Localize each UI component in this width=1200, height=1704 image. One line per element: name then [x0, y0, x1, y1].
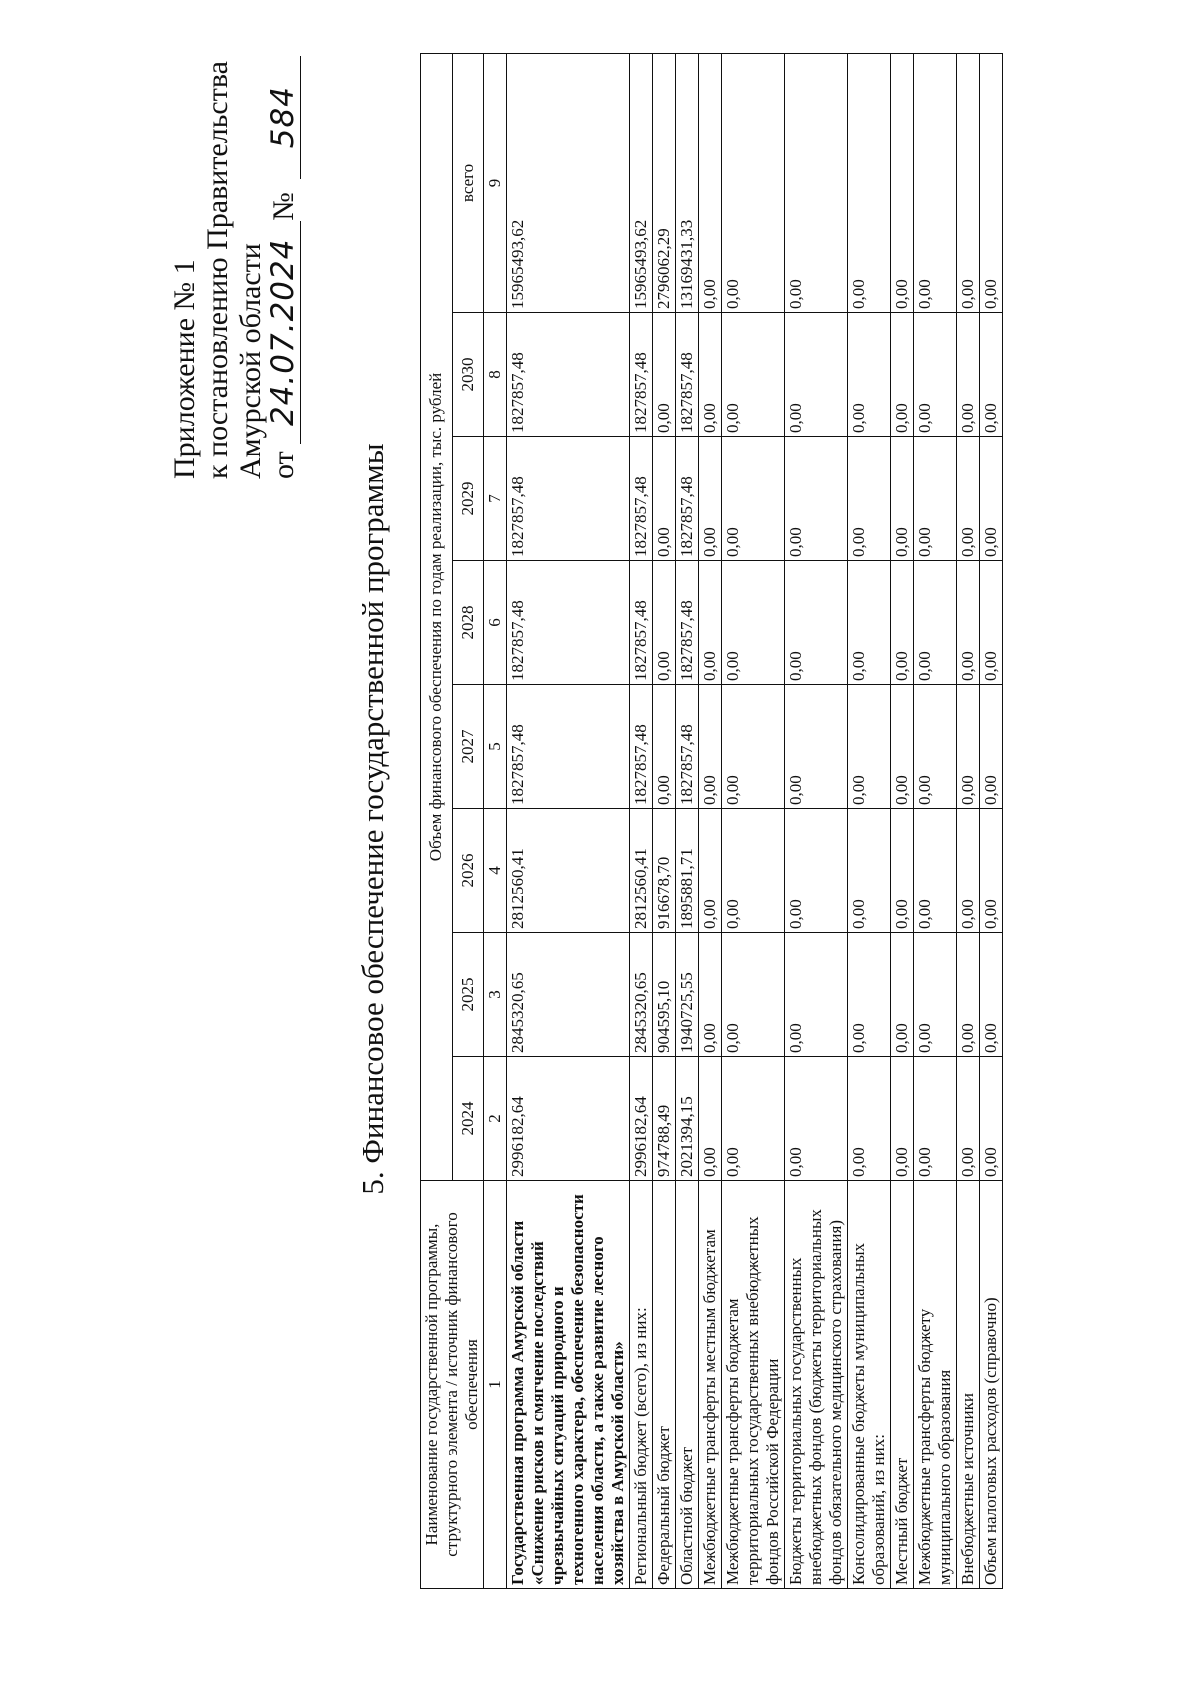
table-row — [722, 53, 785, 1588]
value-cell: 0,00 — [957, 809, 980, 933]
value-cell: 0,00 — [722, 933, 785, 1057]
value-cell: 0,00 — [848, 53, 891, 312]
value-cell: 0,00 — [699, 685, 722, 809]
table-row — [891, 53, 914, 1588]
value-cell: 0,00 — [980, 933, 1003, 1057]
table-row — [699, 53, 722, 1588]
value-cell: 0,00 — [914, 1057, 957, 1181]
value-cell: 0,00 — [980, 809, 1003, 933]
value-cell: 1827857,48 — [630, 313, 653, 437]
handwritten-number: 584 — [267, 56, 301, 179]
table-row — [630, 53, 653, 1588]
column-number: 7 — [484, 437, 507, 561]
table-row — [914, 53, 957, 1588]
value-cell: 0,00 — [653, 685, 676, 809]
financing-table — [420, 53, 1003, 1589]
value-cell: 1940725,55 — [676, 933, 699, 1057]
value-cell: 0,00 — [891, 809, 914, 933]
table-row — [957, 53, 980, 1588]
value-cell: 0,00 — [980, 437, 1003, 561]
value-cell: 0,00 — [891, 933, 914, 1057]
value-cell: 0,00 — [891, 437, 914, 561]
row-name-cell: Межбюджетные трансферты бюджетам территориальных государственных внебюджетных фондов Российской Федерации — [722, 1181, 785, 1589]
from-label: от — [267, 451, 300, 479]
value-cell: 0,00 — [891, 1057, 914, 1181]
column-number: 4 — [484, 809, 507, 933]
value-cell: 0,00 — [785, 53, 848, 312]
value-cell: 2796062,29 — [653, 53, 676, 312]
value-cell: 0,00 — [653, 561, 676, 685]
value-cell: 0,00 — [957, 313, 980, 437]
value-cell: 0,00 — [653, 313, 676, 437]
value-cell: 0,00 — [699, 933, 722, 1057]
value-cell: 0,00 — [980, 53, 1003, 312]
year-header: 2026 — [452, 809, 484, 933]
volume-header: Объем финансового обеспечения по годам реализации, тыс. рублей — [421, 53, 453, 1180]
column-number: 6 — [484, 561, 507, 685]
value-cell: 2996182,64 — [507, 1057, 630, 1181]
row-name-cell: Областной бюджет — [676, 1181, 699, 1589]
value-cell: 0,00 — [848, 1057, 891, 1181]
value-cell: 2845320,65 — [507, 933, 630, 1057]
row-name-cell: Межбюджетные трансферты местным бюджетам — [699, 1181, 722, 1589]
column-number: 1 — [484, 1181, 507, 1589]
value-cell: 0,00 — [653, 437, 676, 561]
value-cell: 1827857,48 — [676, 685, 699, 809]
year-header: 2027 — [452, 685, 484, 809]
value-cell: 0,00 — [980, 313, 1003, 437]
value-cell: 0,00 — [848, 933, 891, 1057]
value-cell: 1827857,48 — [676, 313, 699, 437]
value-cell: 0,00 — [785, 809, 848, 933]
value-cell: 0,00 — [980, 561, 1003, 685]
value-cell: 974788,49 — [653, 1057, 676, 1181]
value-cell: 0,00 — [785, 437, 848, 561]
column-number: 8 — [484, 313, 507, 437]
row-name-cell: Внебюджетные источники — [957, 1181, 980, 1589]
value-cell: 0,00 — [699, 313, 722, 437]
value-cell: 0,00 — [914, 313, 957, 437]
value-cell: 0,00 — [957, 561, 980, 685]
value-cell: 15965493,62 — [507, 53, 630, 312]
section-title: 5. Финансовое обеспечение государственной программы — [355, 443, 390, 1195]
table-row — [676, 53, 699, 1588]
year-header: 2030 — [452, 313, 484, 437]
value-cell: 0,00 — [957, 1057, 980, 1181]
value-cell: 2996182,64 — [630, 1057, 653, 1181]
approval-line-3: Амурской области — [234, 243, 267, 479]
column-number: 2 — [484, 1057, 507, 1181]
name-column-header: Наименование государственной программы, структурного элемента / источник финансового обеспечения — [421, 1181, 484, 1589]
row-name-cell: Бюджеты территориальных государственных внебюджетных фондов (бюджеты территориальных фондов обязательного медицинского страхования) — [785, 1181, 848, 1589]
value-cell: 0,00 — [914, 933, 957, 1057]
row-name-cell: Федеральный бюджет — [653, 1181, 676, 1589]
value-cell: 0,00 — [914, 685, 957, 809]
value-cell: 2812560,41 — [507, 809, 630, 933]
value-cell: 904595,10 — [653, 933, 676, 1057]
column-number: 9 — [484, 53, 507, 312]
row-name-cell: Государственная программа Амурской области «Снижение рисков и смягчение последствий чрезвычайных ситуаций природного и техногенного характера, обеспечение безопасности населения области, а также развитие лесного хозяйства в Амурской области» — [507, 1181, 630, 1589]
column-number: 5 — [484, 685, 507, 809]
value-cell: 0,00 — [957, 685, 980, 809]
value-cell: 1827857,48 — [676, 561, 699, 685]
value-cell: 1827857,48 — [507, 437, 630, 561]
year-header: 2024 — [452, 1057, 484, 1181]
value-cell: 2845320,65 — [630, 933, 653, 1057]
value-cell: 0,00 — [848, 313, 891, 437]
table-row — [507, 53, 630, 1588]
value-cell: 0,00 — [891, 685, 914, 809]
column-number-row — [484, 53, 507, 1588]
year-header: 2025 — [452, 933, 484, 1057]
table-row — [980, 53, 1003, 1588]
value-cell: 0,00 — [848, 437, 891, 561]
number-label: № — [267, 192, 300, 221]
table-row — [848, 53, 891, 1588]
value-cell: 0,00 — [980, 685, 1003, 809]
value-cell: 0,00 — [722, 313, 785, 437]
approval-block — [168, 56, 301, 479]
year-header: 2028 — [452, 561, 484, 685]
value-cell: 0,00 — [914, 53, 957, 312]
value-cell: 1827857,48 — [630, 685, 653, 809]
value-cell: 0,00 — [957, 933, 980, 1057]
column-number: 3 — [484, 933, 507, 1057]
value-cell: 0,00 — [722, 561, 785, 685]
value-cell: 13169431,33 — [676, 53, 699, 312]
value-cell: 2812560,41 — [630, 809, 653, 933]
row-name-cell: Региональный бюджет (всего), из них: — [630, 1181, 653, 1589]
row-name-cell: Местный бюджет — [891, 1181, 914, 1589]
row-name-cell: Объем налоговых расходов (справочно) — [980, 1181, 1003, 1589]
value-cell: 0,00 — [848, 561, 891, 685]
value-cell: 0,00 — [785, 313, 848, 437]
value-cell: 0,00 — [848, 809, 891, 933]
value-cell: 916678,70 — [653, 809, 676, 933]
value-cell: 0,00 — [699, 1057, 722, 1181]
value-cell: 0,00 — [891, 53, 914, 312]
row-name-cell: Межбюджетные трансферты бюджету муниципального образования — [914, 1181, 957, 1589]
value-cell: 0,00 — [785, 685, 848, 809]
value-cell: 0,00 — [699, 53, 722, 312]
value-cell: 0,00 — [914, 437, 957, 561]
value-cell: 1827857,48 — [507, 685, 630, 809]
value-cell: 0,00 — [699, 561, 722, 685]
approval-date-number-line — [267, 56, 301, 479]
value-cell: 0,00 — [848, 685, 891, 809]
value-cell: 0,00 — [722, 53, 785, 312]
year-header: всего — [452, 53, 484, 312]
year-header: 2029 — [452, 437, 484, 561]
value-cell: 15965493,62 — [630, 53, 653, 312]
table-row — [653, 53, 676, 1588]
table-row — [785, 53, 848, 1588]
value-cell: 0,00 — [722, 685, 785, 809]
value-cell: 0,00 — [722, 809, 785, 933]
value-cell: 0,00 — [699, 437, 722, 561]
value-cell: 0,00 — [785, 1057, 848, 1181]
value-cell: 1827857,48 — [630, 561, 653, 685]
approval-line-2: к постановлению Правительства — [201, 61, 234, 479]
value-cell: 2021394,15 — [676, 1057, 699, 1181]
row-name-cell: Консолидированные бюджеты муниципальных образований, из них: — [848, 1181, 891, 1589]
value-cell: 1827857,48 — [507, 561, 630, 685]
value-cell: 0,00 — [891, 561, 914, 685]
value-cell: 1895881,71 — [676, 809, 699, 933]
value-cell: 1827857,48 — [676, 437, 699, 561]
handwritten-date: 24.07.2024 — [267, 221, 301, 444]
value-cell: 0,00 — [914, 561, 957, 685]
value-cell: 1827857,48 — [507, 313, 630, 437]
value-cell: 0,00 — [957, 437, 980, 561]
approval-line-1: Приложение № 1 — [168, 259, 201, 479]
value-cell: 1827857,48 — [630, 437, 653, 561]
table-body — [507, 53, 1003, 1588]
value-cell: 0,00 — [957, 53, 980, 312]
value-cell: 0,00 — [699, 809, 722, 933]
value-cell: 0,00 — [722, 1057, 785, 1181]
value-cell: 0,00 — [722, 437, 785, 561]
value-cell: 0,00 — [785, 561, 848, 685]
value-cell: 0,00 — [980, 1057, 1003, 1181]
header-row-1 — [421, 53, 453, 1588]
value-cell: 0,00 — [914, 809, 957, 933]
value-cell: 0,00 — [891, 313, 914, 437]
value-cell: 0,00 — [785, 933, 848, 1057]
